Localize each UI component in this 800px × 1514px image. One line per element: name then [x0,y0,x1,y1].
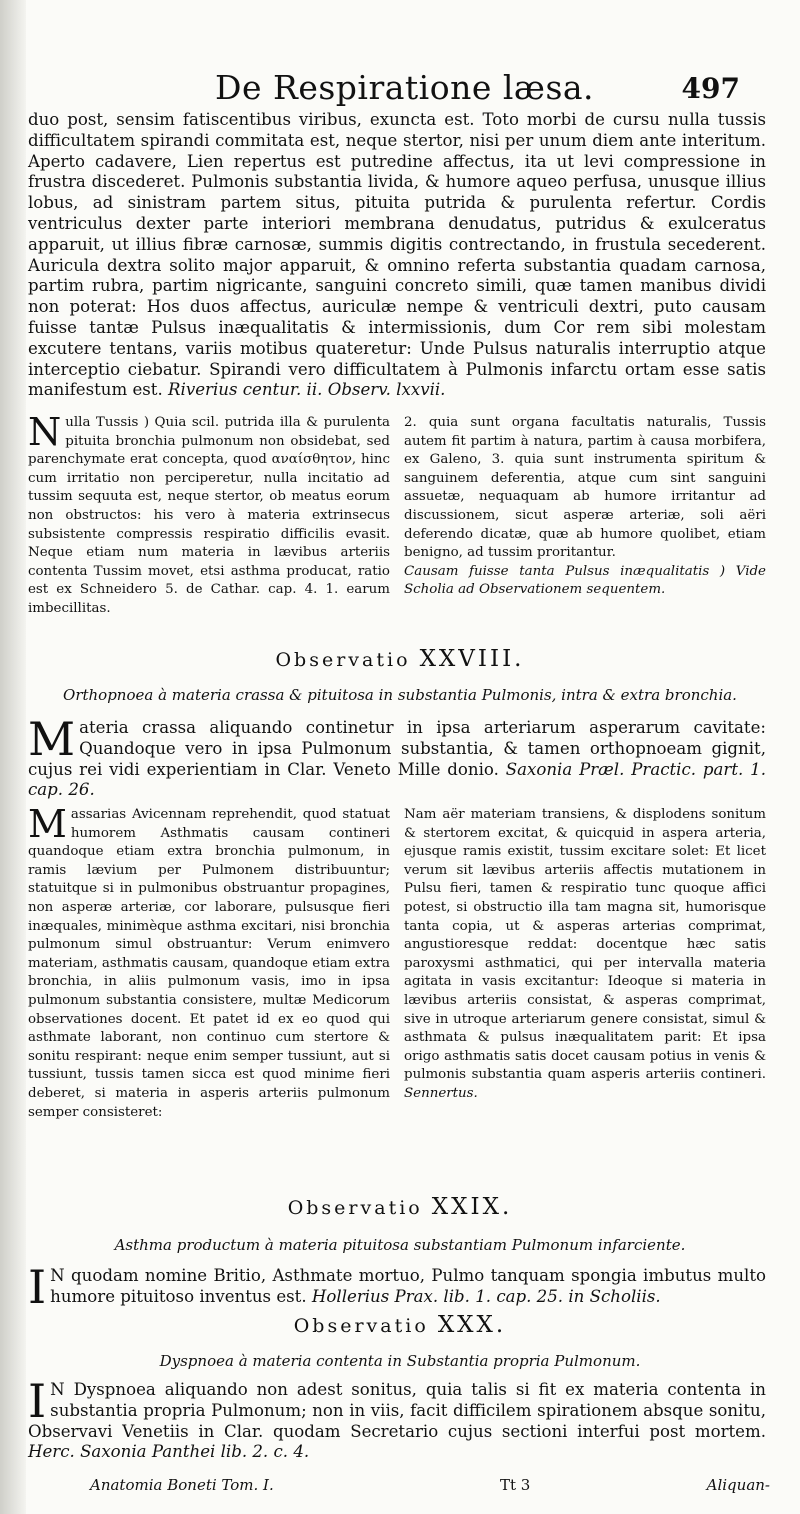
scholium-2-left [28,802,390,1122]
page-number: 497 [681,72,740,105]
intro-citation: Riverius centur. ii. Observ. lxxvii. [168,380,446,400]
scholium-1-left [28,410,390,619]
scholium-2-right [404,806,766,1122]
observation-28-citation: Saxonia Præl. Practic. part. 1. cap. 26. [28,759,766,800]
dropcap: M [28,802,67,846]
heading-word: Observatio [287,1197,423,1219]
intro-body: duo post, sensim fatiscentibus viribus, exuncta est. Toto morbi de cursu nulla tussis difficultatem spirandi commitata est, neque stertor, nisi per unum diem ante interitum. Aperto cadavere, Lien repertus est putredine affectus, ita ut levi compressione in frustra discederet. Pulmonis substantia livida, & humore aqueo perfusa, unusque illius lobus, ad sinistram partem situs, pituita putrida & purulenta refertur. Cordis ventriculus dexter parte interiori membrana denudatus, putridus & exulceratus apparuit, ut illius fibræ carnosæ, summis digitis contrectando, in frustula secederent. Auricula dextra solito major apparuit, & omnino referta substantia quadam carnosa, partim rubra, partim nigricante, sanguini concreto simili, quæ tamen manibus dividi non poterat: Hos duos affectus, auriculæ nempe & ventriculi dextri, puto causam fuisse tantæ Pulsus inæqualitatis & intermissionis, dum Cor rem sibi molestam excutere tentans, variis motibus quateretur: Unde Pulsus naturalis interruptio atque interceptio ciebatur. Spirandi vero difficultatem à Pulmonis infarctu ortam esse satis manifestum est. [28,110,766,400]
binding-shadow [0,0,26,1514]
observation-30-citation: Herc. Saxonia Panthei lib. 2. c. 4. [28,1442,310,1462]
dropcap: I [28,1260,47,1314]
intro-paragraph [28,110,766,401]
scholium-1-right-text: 2. quia sunt organa facultatis naturalis, Tussis autem fit partim à natura, partim à causa morbifera, ex Galeno, 3. quia sunt instrumenta spiritum & sanguinem deferentia, atque cum sint sanguini assuetæ, nequaquam ab humore irritantur ad discussionem, sicut asperæ arteriæ, soli aëri deferendo dicatæ, quæ ab humore quolibet, etiam benigno, ad tussim proritantur. [404,415,766,561]
observation-29-heading [0,1194,800,1220]
dropcap: M [28,712,76,766]
heading-numeral: XXIX. [431,1194,513,1220]
observation-29-body [28,1260,766,1314]
observation-28-subtitle: Orthopnoea à materia crassa & pituitosa in substantia Pulmonis, intra & extra bronchia. [63,686,737,704]
observation-29-subtitle: Asthma productum à materia pituitosa substantiam Pulmonum infarciente. [114,1236,686,1254]
observation-29-citation: Hollerius Prax. lib. 1. cap. 25. in Scholiis. [311,1286,661,1306]
dropcap: N [28,410,62,454]
scholium-2 [28,802,766,1122]
running-title: De Respiratione læsa. [215,68,595,107]
page-header [0,68,800,112]
scholium-2-left-text: assarias Avicennam reprehendit, quod statuat humorem Asthmatis causam contineri quandoque etiam extra bronchia pulmonum, in ramis lævium per Pulmonem distribuuntur; statuitque si in pulmonibus obstruantur propagines, non asperæ arteriæ, cor laborare, pulsusque fieri inæquales, minimèque asthma excitari, nisi bronchia pulmonum simul obstruantur: Verum enimvero materiam, asthmatis causam, quandoque etiam extra bronchia, in aliis pulmonum vasis, imo in ipsa pulmonum substantia consistere, multæ Medicorum observationes docent. Et patet id ex eo quod qui asthmate laborant, non continuo cum stertore & sonitu respirant: neque enim semper tussiunt, aut si tussiunt, tussis tamen sicca est quod minime fieri deberet, si materia in asperis arteriis pulmonum semper consisteret: [28,807,390,1120]
observation-30-body [28,1374,766,1463]
scholium-1-right [404,414,766,619]
heading-numeral: XXVIII. [419,646,525,672]
dropcap: I [28,1374,47,1428]
observation-30-subtitle: Dyspnoea à materia contenta in Substantia propria Pulmonum. [159,1352,641,1370]
observation-28-text: ateria crassa aliquando continetur in ipsa arteriarum asperarum cavitate: Quandoque vero in ipsa Pulmonum substantia, & tamen orthopnoeam gignit, cujus rei vidi experientiam in Clar. Veneto Mille donio. [28,718,766,779]
heading-numeral: XXX. [437,1312,507,1338]
observation-29-text: N quodam nomine Britio, Asthmate mortuo, Pulmo tanquam spongia imbutus multo humore pituitoso inventus est. [50,1266,766,1306]
observation-28-heading [0,646,800,672]
observation-30-text: N Dyspnoea aliquando non adest sonitus, quia talis si fit ex materia contenta in substantia propria Pulmonum; non in viis, facit difficilem spirationem absque sonitu, Observavi Venetiis in Clar. quodam Secretario cujus sectioni interfui post mortem. [28,1380,766,1441]
observation-28-body [28,712,766,801]
heading-word: Observatio [275,649,411,671]
footer-volume: Anatomia Boneti Tom. I. [90,1476,274,1494]
scholium-2-right-text: Nam aër materiam transiens, & displodens sonitum & stertorem excitat, & quicquid in aspera arteria, ejusque ramis existit, tussim excitare solet: Et licet verum sit lævibus arteriis affectis mutationem in Pulsu fieri, tamen & respiratio tunc quoque affici potest, si obstructio illa tam magna sit, humorisque tanta copia, ut & asperas arterias comprimat, angustioresque reddat: docentque hæc satis paroxysmi asthmatici, qui per intervalla materia agitata in vasis excitantur: Ideoque si materia in lævibus arteriis consistat, & asperas comprimat, sive in utroque arteriarum genere consistat, simul & asthmata & pulsus inæqualitatem parit: Et ipsa origo asthmatis satis docet causam potius in venis & pulmonis substantia quam asperis arteriis contineri. [404,807,766,1083]
scholium-1-right-note: Causam fuisse tanta Pulsus inæqualitatis ) Vide Scholia ad Observationem sequentem. [404,563,766,598]
heading-word: Observatio [293,1315,429,1337]
observation-30-heading [0,1312,800,1338]
page-footer [90,1476,770,1500]
scholium-2-signature: Sennertus. [404,1085,478,1101]
catchword: Aliquan- [706,1476,770,1494]
signature-mark: Tt 3 [500,1476,531,1494]
scholium-1-left-text: ulla Tussis ) Quia scil. putrida illa & purulenta pituita bronchia pulmonum non obsidebat, sed parenchymate erat concepta, quod αναίσθητον, hinc cum irritatio non perciperetur, nulla incitatio ad tussim sequuta est, neque stertor, ob meatus eorum non obstructos: his vero à materia extrinsecus subsistente compressis respiratio difficilis evasit. Neque etiam num materia in lævibus arteriis contenta Tussim movet, etsi asthma producat, ratio est ex Schneidero 5. de Cathar. cap. 4. 1. earum imbecillitas. [28,415,390,616]
scholium-1 [28,410,766,619]
